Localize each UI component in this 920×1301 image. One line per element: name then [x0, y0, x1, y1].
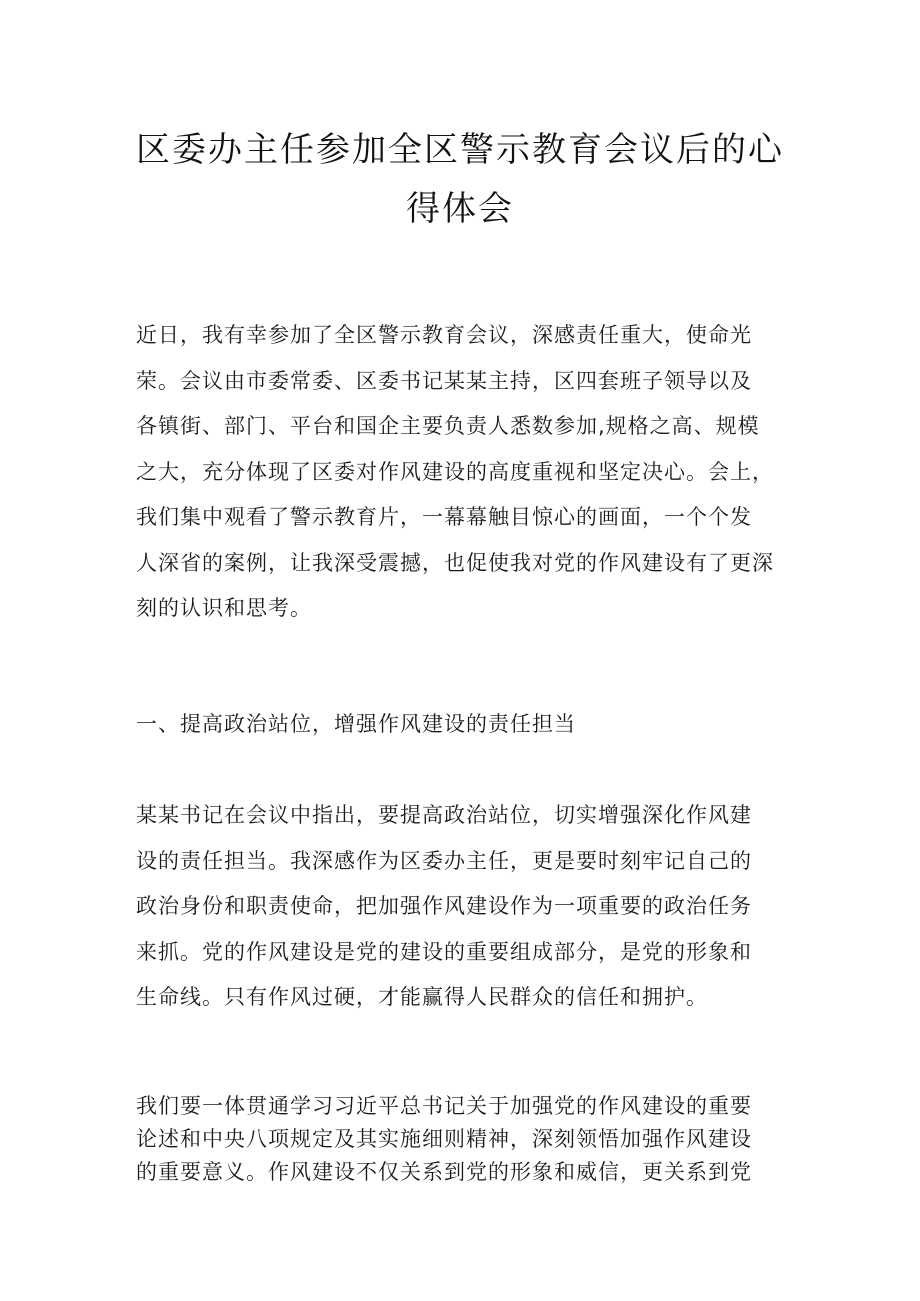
paragraph-3 — [136, 1090, 796, 1189]
section-heading-1: 一、提高政治站位，增强作风建设的责任担当 — [136, 712, 576, 736]
document-title-line-1: 区委办主任参加全区警示教育会议后的心 — [136, 130, 784, 170]
paragraph-line: 之大，充分体现了区委对作风建设的高度重视和坚定决心。会上， — [136, 459, 774, 484]
paragraph-2 — [136, 793, 796, 1021]
paragraph-line: 论述和中央八项规定及其实施细则精神，深刻领悟加强作风建设 — [136, 1127, 752, 1151]
paragraph-line: 生命线。只有作风过硬，才能赢得人民群众的信任和拥护。 — [136, 985, 708, 1009]
paragraph-line: 荣。会议由市委常委、区委书记某某主持，区四套班子领导以及 — [136, 368, 752, 393]
paragraph-line: 刻的认识和思考。 — [136, 596, 312, 620]
paragraph-1 — [136, 313, 796, 632]
paragraph-line: 政治身份和职责使命，把加强作风建设作为一项重要的政治任务 — [136, 894, 752, 918]
paragraph-line: 我们集中观看了警示教育片，一幕幕触目惊心的画面，一个个发 — [136, 505, 752, 529]
paragraph-line: 近日，我有幸参加了全区警示教育会议，深感责任重大，使命光 — [136, 323, 752, 347]
paragraph-line: 人深省的案例，让我深受震撼，也促使我对党的作风建设有了更深 — [136, 550, 774, 575]
paragraph-line: 我们要一体贯通学习习近平总书记关于加强党的作风建设的重要 — [136, 1094, 752, 1118]
paragraph-line: 各镇街、部门、平台和国企主要负责人悉数参加,规格之高、规模 — [136, 414, 760, 438]
paragraph-line: 设的责任担当。我深感作为区委办主任，更是要时刻牢记自己的 — [136, 848, 752, 873]
document-title-line-2: 得体会 — [406, 189, 514, 229]
paragraph-line: 来抓。党的作风建设是党的建设的重要组成部分，是党的形象和 — [136, 939, 752, 964]
paragraph-line: 的重要意义。作风建设不仅关系到党的形象和威信，更关系到党 — [136, 1160, 752, 1184]
paragraph-line: 某某书记在会议中指出，要提高政治站位，切实增强深化作风建 — [136, 803, 752, 827]
